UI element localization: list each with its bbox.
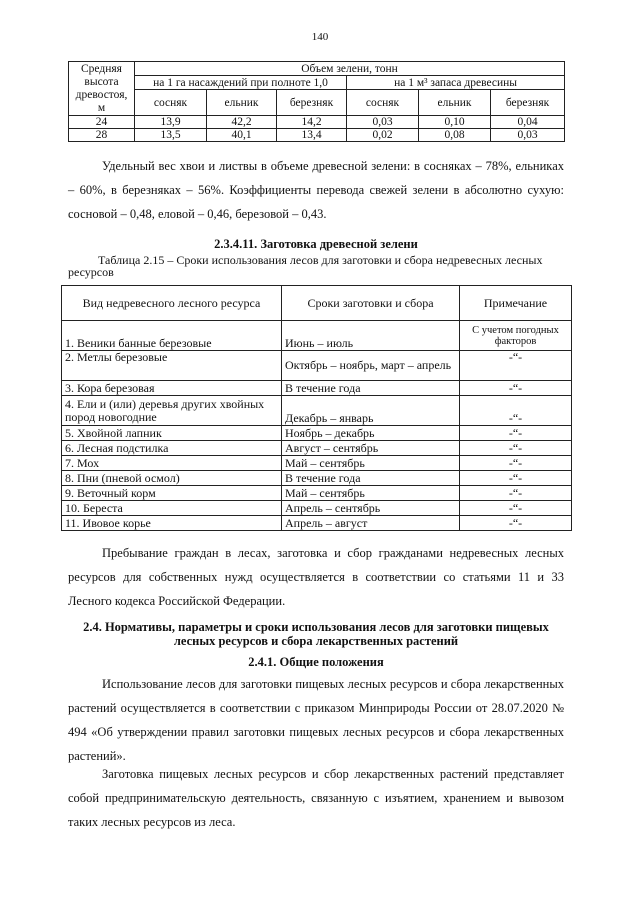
table-row [62,456,572,471]
header-resource-type: Вид недревесного лесного ресурса [62,286,282,321]
table-row [62,516,572,531]
note-cell: -“- [460,471,572,486]
resource-cell: 6. Лесная подстилка [62,441,282,456]
page-number: 140 [311,31,329,43]
header-stand-height: Средняя высота древостоя, м [69,62,135,116]
period-cell: Август – сентябрь [282,441,460,456]
period-cell: Май – сентябрь [282,456,460,471]
note-cell: -“- [460,456,572,471]
header-note: Примечание [460,286,572,321]
resource-cell: 8. Пни (пневой осмол) [62,471,282,486]
value-cell: 0,02 [347,129,419,142]
resource-cell: 11. Ивовое корье [62,516,282,531]
table-row [62,471,572,486]
section-heading-food-resources: 2.4. Нормативы, параметры и сроки использования лесов для заготовки пищевых лесных ресурсов и сбора лекарственных растений [83,620,549,648]
species-header: сосняк [347,90,419,116]
table-row [62,396,572,426]
table-row [62,486,572,501]
value-cell: 0,10 [419,116,491,129]
period-cell: Октябрь – ноябрь, март – апрель [282,351,460,381]
value-cell: 40,1 [207,129,277,142]
table-row [62,501,572,516]
value-cell: 13,9 [135,116,207,129]
resource-cell: 3. Кора березовая [62,381,282,396]
value-cell: 0,08 [419,129,491,142]
height-cell: 24 [69,116,135,129]
value-cell: 0,04 [491,116,565,129]
note-cell: -“- [460,396,572,426]
section-heading-green-harvest: 2.3.4.11. Заготовка древесной зелени [214,237,418,251]
resource-cell: 9. Веточный корм [62,486,282,501]
period-cell: Декабрь – январь [282,396,460,426]
value-cell: 14,2 [277,116,347,129]
period-cell: Июнь – июль [282,321,460,351]
period-cell: В течение года [282,381,460,396]
note-cell: -“- [460,381,572,396]
nonwood-resources-table [61,285,572,531]
value-cell: 42,2 [207,116,277,129]
species-header: сосняк [135,90,207,116]
section-heading-general: 2.4.1. Общие положения [248,655,384,669]
species-header: березняк [491,90,565,116]
paragraph-citizens: Пребывание граждан в лесах, заготовка и сбор гражданами недревесных лесных ресурсов для собственных нужд осуществляется в соответствии со статьями 11 и 33 Лесного кодекса Российской Федерации. [68,546,564,608]
resource-cell: 4. Ели и (или) деревья других хвойных пород новогодние [62,396,282,426]
resource-cell: 1. Веники банные березовые [62,321,282,351]
note-cell: -“- [460,441,572,456]
resource-cell: 2. Метлы березовые [62,351,282,381]
resource-cell: 10. Береста [62,501,282,516]
value-cell: 13,5 [135,129,207,142]
header-volume: Объем зелени, тонн [135,62,565,76]
note-cell: -“- [460,501,572,516]
period-cell: Апрель – сентябрь [282,501,460,516]
table-row [62,426,572,441]
table-caption: Таблица 2.15 – Сроки использования лесов для заготовки и сбора недревесных лесных ресурсов [68,253,543,279]
note-cell: С учетом погодных факторов [460,321,572,351]
paragraph-regulation: Использование лесов для заготовки пищевых лесных ресурсов и сбора лекарственных растений осуществляется в соответствии с приказом Минприроды России от 28.07.2020 № 494 «Об утверждении правил заготовки пищевых лесных ресурсов и сбора лекарственных растений». [68,677,564,763]
height-cell: 28 [69,129,135,142]
period-cell: Май – сентябрь [282,486,460,501]
header-period: Сроки заготовки и сбора [282,286,460,321]
species-header: ельник [419,90,491,116]
header-per-m3: на 1 м³ запаса древесины [347,76,565,90]
species-header: березняк [277,90,347,116]
green-mass-volume-table [68,61,565,142]
table-row [62,321,572,351]
value-cell: 0,03 [491,129,565,142]
table-row [62,441,572,456]
period-cell: Апрель – август [282,516,460,531]
table-row [62,351,572,381]
note-cell: -“- [460,351,572,381]
species-header: ельник [207,90,277,116]
resource-cell: 7. Мох [62,456,282,471]
period-cell: В течение года [282,471,460,486]
paragraph-business-activity: Заготовка пищевых лесных ресурсов и сбор лекарственных растений представляет собой предпринимательскую деятельность, связанную с изъятием, хранением и вывозом таких лесных ресурсов из леса. [68,767,564,829]
header-per-ha: на 1 га насаждений при полноте 1,0 [135,76,347,90]
note-cell: -“- [460,486,572,501]
table-row [69,129,565,142]
paragraph-leaf-share: Удельный вес хвои и листвы в объеме древесной зелени: в сосняках – 78%, ельниках – 60%, в березняках – 56%. Коэффициенты перевода свежей зелени в абсолютно сухую: сосновой – 0,48, еловой – 0,46, березовой – 0,43. [68,159,564,221]
note-cell: -“- [460,516,572,531]
period-cell: Ноябрь – декабрь [282,426,460,441]
table-row [62,381,572,396]
value-cell: 13,4 [277,129,347,142]
note-cell: -“- [460,426,572,441]
resource-cell: 5. Хвойной лапник [62,426,282,441]
value-cell: 0,03 [347,116,419,129]
table-row [69,116,565,129]
